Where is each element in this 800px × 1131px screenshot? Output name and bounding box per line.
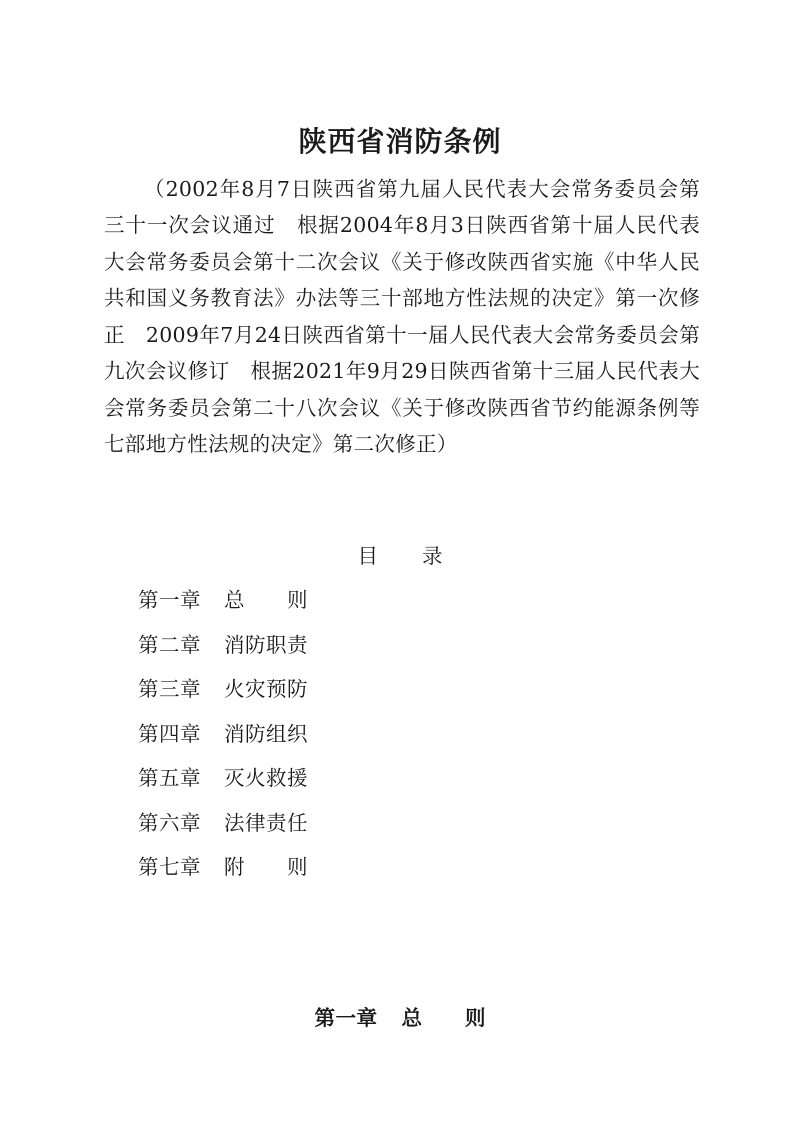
document-title: 陕西省消防条例 bbox=[298, 124, 502, 158]
toc-item[interactable] bbox=[138, 585, 438, 630]
toc-heading-left: 目 bbox=[357, 544, 378, 568]
toc-item[interactable] bbox=[138, 630, 438, 675]
toc-item[interactable] bbox=[138, 763, 438, 808]
toc-chapter-number: 第六章 bbox=[138, 810, 201, 835]
chapter-name-part: 总 bbox=[401, 1006, 422, 1030]
toc-chapter-name-part: 总 bbox=[224, 588, 245, 612]
toc-chapter-name-part: 则 bbox=[287, 855, 308, 879]
toc-chapter-number: 第七章 bbox=[138, 855, 201, 879]
toc-chapter-name-part: 附 bbox=[224, 855, 245, 879]
toc-chapter-name-part: 则 bbox=[287, 588, 308, 612]
toc-item[interactable] bbox=[138, 674, 438, 719]
toc-chapter-name: 消防职责 bbox=[224, 632, 308, 657]
toc-item[interactable] bbox=[138, 719, 438, 764]
toc-chapter-number: 第三章 bbox=[138, 677, 201, 701]
toc-chapter-number: 第一章 bbox=[138, 588, 201, 612]
table-of-contents bbox=[138, 585, 438, 897]
toc-heading bbox=[0, 541, 800, 571]
toc-chapter-name: 灭火救援 bbox=[224, 766, 308, 790]
chapter-heading bbox=[0, 1003, 800, 1033]
toc-chapter-name: 法律责任 bbox=[224, 810, 308, 835]
toc-item[interactable] bbox=[138, 808, 438, 853]
toc-heading-right: 录 bbox=[422, 544, 443, 568]
toc-chapter-name: 火灾预防 bbox=[224, 677, 308, 701]
chapter-name-part: 则 bbox=[465, 1006, 486, 1030]
toc-item[interactable] bbox=[138, 852, 438, 897]
toc-chapter-name: 消防组织 bbox=[224, 721, 308, 746]
chapter-number: 第一章 bbox=[314, 1006, 378, 1030]
toc-chapter-number: 第四章 bbox=[138, 721, 201, 746]
toc-chapter-number: 第五章 bbox=[138, 766, 201, 790]
toc-chapter-number: 第二章 bbox=[138, 632, 201, 657]
legislative-history-preamble: （2002年8月7日陕西省第九届人民代表大会常务委员会第三十一次会议通过 根据2004年8月3日陕西省第十届人民代表大会常务委员会第十二次会议《关于修改陕西省实施《中华人民共和国义务教育法》办法等三十部地方性法规的决定》第一次修正 2009年7月24日陕西省第十一届人民代表大会常务委员会第九次会议修订 根据2021年9月29日陕西省第十三届人民代表大会常务委员会第二十八次会议《关于修改陕西省节约能源条例等七部地方性法规的决定》第二次修正） bbox=[104, 176, 700, 456]
